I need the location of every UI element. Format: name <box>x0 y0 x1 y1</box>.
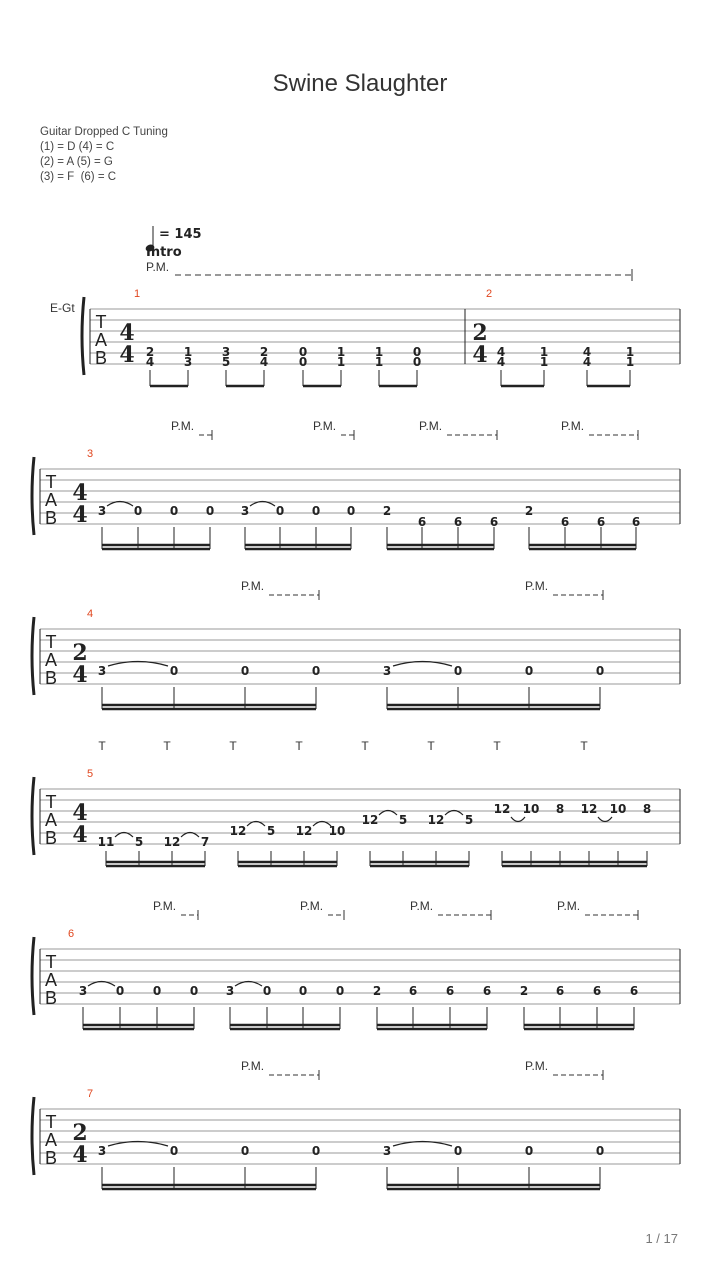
system-5 <box>32 739 680 866</box>
fret-number: 6 <box>596 515 606 529</box>
measure-number: 5 <box>86 768 94 780</box>
fret-number: 1 <box>625 345 635 359</box>
fret-number: 2 <box>519 984 529 998</box>
fret-number: 0 <box>311 1144 321 1158</box>
fret-number: 3 <box>78 984 88 998</box>
tap-marker: T <box>229 739 237 753</box>
system-bracket <box>32 457 34 535</box>
fret-number: 2 <box>524 504 534 518</box>
tab-letter: A <box>44 650 58 670</box>
time-signature-top: 2 <box>72 1120 88 1146</box>
tuning-line: (2) = A (5) = G <box>40 156 113 168</box>
fret-number: 6 <box>560 515 570 529</box>
system-6 <box>32 1059 680 1189</box>
fret-number: 3 <box>240 504 250 518</box>
fret-number: 0 <box>240 664 250 678</box>
fret-number: 4 <box>496 345 506 359</box>
fret-number: 0 <box>275 504 285 518</box>
fret-number: 6 <box>555 984 565 998</box>
tap-marker: T <box>493 739 501 753</box>
time-signature-bottom: 4 <box>72 662 88 688</box>
fret-number: 6 <box>453 515 463 529</box>
fret-number: 6 <box>489 515 499 529</box>
fret-number: 0 <box>298 355 308 369</box>
fret-number: 6 <box>445 984 455 998</box>
fret-number: 0 <box>412 345 422 359</box>
fret-number: 12 <box>229 824 247 838</box>
fret-number: 10 <box>328 824 346 838</box>
tab-letter: B <box>94 348 108 368</box>
page-indicator: 1 / 17 <box>645 1231 678 1246</box>
fret-number: 6 <box>592 984 602 998</box>
fret-number: 8 <box>555 802 565 816</box>
fret-number: 1 <box>336 355 346 369</box>
time-signature-bottom: 4 <box>119 342 135 368</box>
fret-number: 10 <box>522 802 540 816</box>
tie-arc <box>511 817 525 822</box>
tab-letter: B <box>44 668 58 688</box>
tap-marker: T <box>427 739 435 753</box>
fret-number: 0 <box>298 984 308 998</box>
time-signature-top: 4 <box>72 480 88 506</box>
fret-number: 12 <box>493 802 511 816</box>
fret-number: 1 <box>539 355 549 369</box>
fret-number: 12 <box>295 824 313 838</box>
fret-number: 0 <box>595 1144 605 1158</box>
tab-letter: T <box>95 312 107 332</box>
tab-letter: B <box>44 828 58 848</box>
tab-letter: B <box>44 1148 58 1168</box>
palm-mute-label: P.M. <box>300 899 324 913</box>
tab-letter: A <box>94 330 108 350</box>
time-signature-top: 2 <box>472 320 488 346</box>
fret-number: 6 <box>408 984 418 998</box>
fret-number: 4 <box>582 345 592 359</box>
fret-number: 4 <box>496 355 506 369</box>
tap-marker: T <box>98 739 106 753</box>
fret-number: 0 <box>311 504 321 518</box>
fret-number: 3 <box>97 504 107 518</box>
tap-marker: T <box>361 739 369 753</box>
measure-number: 4 <box>86 608 94 620</box>
measure-number: 6 <box>67 928 75 940</box>
fret-number: 1 <box>539 345 549 359</box>
system-3 <box>32 579 680 709</box>
fret-number: 0 <box>169 1144 179 1158</box>
tempo-value: = 145 <box>159 227 202 242</box>
instrument-label: E-Gt <box>50 301 75 315</box>
fret-number: 0 <box>240 1144 250 1158</box>
tab-letter: T <box>45 1112 57 1132</box>
fret-number: 3 <box>382 1144 392 1158</box>
fret-number: 1 <box>374 355 384 369</box>
tab-letter: A <box>44 490 58 510</box>
fret-number: 4 <box>582 355 592 369</box>
system-1 <box>50 226 680 386</box>
fret-number: 0 <box>115 984 125 998</box>
fret-number: 0 <box>524 1144 534 1158</box>
fret-number: 11 <box>97 835 115 849</box>
fret-number: 0 <box>189 984 199 998</box>
tab-letter: T <box>45 952 57 972</box>
palm-mute-label: P.M. <box>146 260 170 274</box>
time-signature-bottom: 4 <box>72 1142 88 1168</box>
tab-letter: A <box>44 810 58 830</box>
fret-number: 4 <box>259 355 269 369</box>
palm-mute-label: P.M. <box>241 1059 265 1073</box>
fret-number: 1 <box>336 345 346 359</box>
fret-number: 0 <box>133 504 143 518</box>
fret-number: 0 <box>169 504 179 518</box>
time-signature-bottom: 4 <box>72 822 88 848</box>
fret-number: 2 <box>259 345 269 359</box>
fret-number: 1 <box>374 345 384 359</box>
tap-marker: T <box>163 739 171 753</box>
palm-mute-label: P.M. <box>153 899 177 913</box>
time-signature-top: 4 <box>72 800 88 826</box>
system-bracket <box>32 1097 34 1175</box>
palm-mute-label: P.M. <box>525 579 549 593</box>
system-bracket <box>32 617 34 695</box>
fret-number: 12 <box>361 813 379 827</box>
fret-number: 2 <box>382 504 392 518</box>
tab-letter: A <box>44 1130 58 1150</box>
palm-mute-label: P.M. <box>313 419 337 433</box>
time-signature-bottom: 4 <box>472 342 488 368</box>
fret-number: 12 <box>580 802 598 816</box>
palm-mute-label: P.M. <box>419 419 443 433</box>
fret-number: 1 <box>183 345 193 359</box>
system-bracket <box>32 937 34 1015</box>
tab-letter: T <box>45 472 57 492</box>
palm-mute-label: P.M. <box>561 419 585 433</box>
tab-letter: T <box>45 632 57 652</box>
tab-letter: T <box>45 792 57 812</box>
fret-number: 7 <box>200 835 210 849</box>
fret-number: 0 <box>152 984 162 998</box>
tuning-heading: Guitar Dropped C Tuning <box>40 126 168 138</box>
palm-mute-label: P.M. <box>557 899 581 913</box>
system-2 <box>32 419 680 549</box>
fret-number: 5 <box>464 813 474 827</box>
tie-arc <box>598 817 612 822</box>
time-signature-bottom: 4 <box>72 502 88 528</box>
fret-number: 2 <box>145 345 155 359</box>
fret-number: 0 <box>453 664 463 678</box>
tab-letter: B <box>44 988 58 1008</box>
fret-number: 6 <box>417 515 427 529</box>
fret-number: 1 <box>625 355 635 369</box>
tab-letter: B <box>44 508 58 528</box>
system-5 <box>32 899 680 1029</box>
fret-number: 0 <box>595 664 605 678</box>
fret-number: 10 <box>609 802 627 816</box>
fret-number: 6 <box>482 984 492 998</box>
fret-number: 3 <box>183 355 193 369</box>
palm-mute-label: P.M. <box>525 1059 549 1073</box>
fret-number: 8 <box>642 802 652 816</box>
fret-number: 2 <box>372 984 382 998</box>
tab-letter: A <box>44 970 58 990</box>
fret-number: 3 <box>97 664 107 678</box>
system-bracket <box>82 297 84 375</box>
fret-number: 0 <box>169 664 179 678</box>
tap-marker: T <box>580 739 588 753</box>
fret-number: 0 <box>311 664 321 678</box>
song-title: Swine Slaughter <box>272 70 448 97</box>
fret-number: 12 <box>163 835 181 849</box>
measure-number: 7 <box>86 1088 94 1100</box>
measure-number: 1 <box>133 288 141 300</box>
fret-number: 6 <box>631 515 641 529</box>
section-label: Intro <box>146 245 182 260</box>
fret-number: 3 <box>225 984 235 998</box>
fret-number: 0 <box>412 355 422 369</box>
fret-number: 3 <box>382 664 392 678</box>
fret-number: 4 <box>145 355 155 369</box>
fret-number: 0 <box>453 1144 463 1158</box>
fret-number: 6 <box>629 984 639 998</box>
fret-number: 5 <box>221 355 231 369</box>
palm-mute-label: P.M. <box>241 579 265 593</box>
measure-number: 3 <box>86 448 94 460</box>
fret-number: 0 <box>262 984 272 998</box>
time-signature-top: 4 <box>119 320 135 346</box>
palm-mute-label: P.M. <box>171 419 195 433</box>
measure-number: 2 <box>485 288 493 300</box>
fret-number: 5 <box>266 824 276 838</box>
system-bracket <box>32 777 34 855</box>
tuning-line: (3) = F (6) = C <box>40 171 117 183</box>
fret-number: 0 <box>205 504 215 518</box>
fret-number: 0 <box>524 664 534 678</box>
time-signature-top: 2 <box>72 640 88 666</box>
fret-number: 0 <box>335 984 345 998</box>
tap-marker: T <box>295 739 303 753</box>
fret-number: 3 <box>221 345 231 359</box>
fret-number: 5 <box>398 813 408 827</box>
palm-mute-label: P.M. <box>410 899 434 913</box>
fret-number: 3 <box>97 1144 107 1158</box>
fret-number: 0 <box>346 504 356 518</box>
tuning-line: (1) = D (4) = C <box>40 141 115 153</box>
fret-number: 12 <box>427 813 445 827</box>
fret-number: 0 <box>298 345 308 359</box>
fret-number: 5 <box>134 835 144 849</box>
